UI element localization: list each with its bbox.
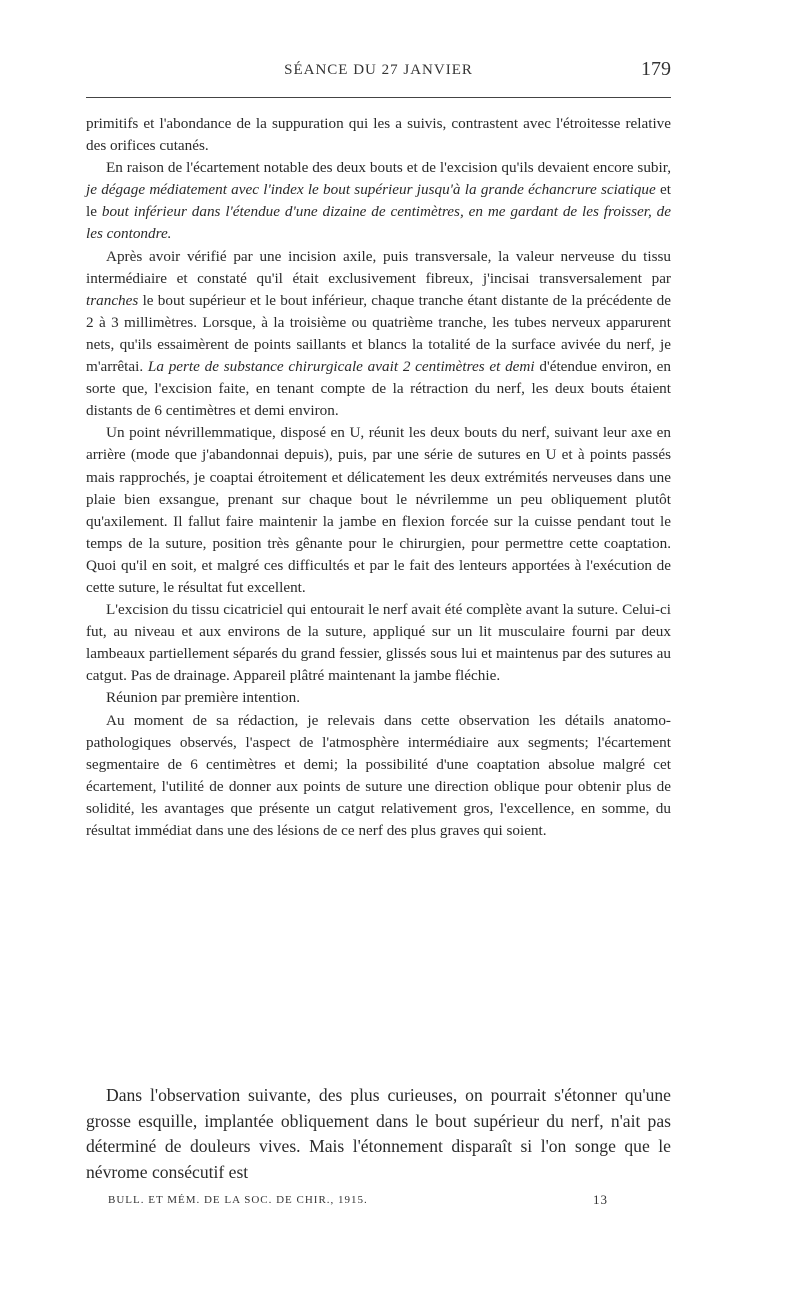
italic-text: La perte de substance chirurgicale avait 2 centimètres et demi — [147, 358, 535, 376]
text-run: En raison de l'écartement notable des deux bouts et de l'excision qu'ils devaient encore subir, — [106, 159, 671, 177]
text-run: Après avoir vérifié par une incision axile, puis transversale, la valeur nerveuse du tissu intermédiaire et constaté qu'il était exclusivement fibreux, j'incisai transversalement par — [86, 247, 671, 287]
header-title: SÉANCE DU 27 JANVIER — [284, 62, 473, 78]
paragraph — [86, 422, 671, 599]
page-footer — [86, 1192, 671, 1212]
text-run: Un point névrillemmatique, disposé en U, réunit les deux bouts du nerf, suivant leur axe en arrière (mode que j'abandonnai depuis), puis, par une série de sutures en U et à points passés mais rapprochés, je coaptai étroitement et délicatement les deux extrémités nerveuses dans une plaie bien exsangue, prenant sur chaque bout le névrilemme un peu obliquement plutôt qu'axilement. Il fallut faire maintenir la jambe en flexion forcée sur la cuisse pendant tout le temps de la suture, position très gênante pour le chirurgien, pour permettre cette coaptation. Quoi qu'il en soit, et malgré ces difficultés et par le fait des lenteurs apportées à l'exécution de cette suture, le résultat fut excellent. — [86, 424, 671, 596]
paragraph — [86, 246, 671, 423]
header-rule — [86, 97, 671, 98]
text-run: le bout supérieur et le bout inférieur, chaque tranche étant distante de la précédente de 2 à 3 millimètres. Lorsque, à la troisième ou quatrième tranche, les tubes nerveux apparurent nets, qu'ils essaimèrent de points saillants et blancs la totalité de la surface avivée du nerf, je m'arrêtai. — [86, 291, 671, 376]
paragraph — [86, 113, 671, 157]
closing-paragraph: Dans l'observation suivante, des plus curieuses, on pourrait s'étonner qu'une grosse esquille, implantée obliquement dans le bout supérieur du nerf, n'ait pas déterminé de douleurs vives. Mais l'étonnement disparaît si l'on songe que le névrome consécutif est — [86, 1085, 671, 1182]
footer-signature: 13 — [593, 1192, 608, 1207]
text-run: et le — [86, 181, 671, 221]
italic-text: bout inférieur dans l'étendue d'une dizaine de centimètres, en me gardant de les froisser, de les contondre. — [86, 203, 671, 243]
text-run: Réunion par première intention. — [106, 689, 301, 707]
page-number: 179 — [641, 58, 671, 80]
italic-text: je dégage médiatement avec l'index le bout supérieur jusqu'à la grande échancrure sciatique — [86, 181, 656, 199]
main-text — [86, 113, 671, 842]
footer-reference: BULL. ET MÉM. DE LA SOC. DE CHIR., 1915. — [108, 1194, 368, 1206]
paragraph — [86, 599, 671, 687]
text-run: d'étendue environ, en sorte que, l'excision faite, en tenant compte de la rétraction du nerf, les deux bouts étaient distants de 6 centimètres et demi environ. — [86, 358, 671, 420]
text-run: primitifs et l'abondance de la suppuration qui les a suivis, contrastent avec l'étroitesse relative des orifices cutanés. — [86, 115, 671, 155]
text-run: Au moment de sa rédaction, je relevais dans cette observation les détails anatomo-pathologiques observés, l'aspect de l'atmosphère intermédiaire aux segments; l'écartement segmentaire de 6 centimètres et demi; la possibilité d'une coaptation absolue malgré cet écartement, l'utilité de donner aux points de suture une direction oblique pour obtenir plus de solidité, les avantages que présente un catgut relativement gros, l'excellence, en somme, du résultat immédiat dans une des lésions de ce nerf des plus graves qui soient. — [86, 711, 671, 839]
italic-text: tranches — [86, 291, 139, 309]
paragraph — [86, 710, 671, 843]
paragraph — [86, 687, 671, 709]
running-header — [86, 58, 671, 88]
paragraph — [86, 157, 671, 245]
closing-text — [86, 1083, 671, 1185]
text-run: L'excision du tissu cicatriciel qui entourait le nerf avait été complète avant la suture. Celui-ci fut, au niveau et aux environs de la suture, appliqué sur un lit musculaire fourni par deux lambeaux partiellement séparés du grand fessier, glissés sous lui et maintenus par des sutures au catgut. Pas de drainage. Appareil plâtré maintenant la jambe fléchie. — [86, 601, 671, 685]
